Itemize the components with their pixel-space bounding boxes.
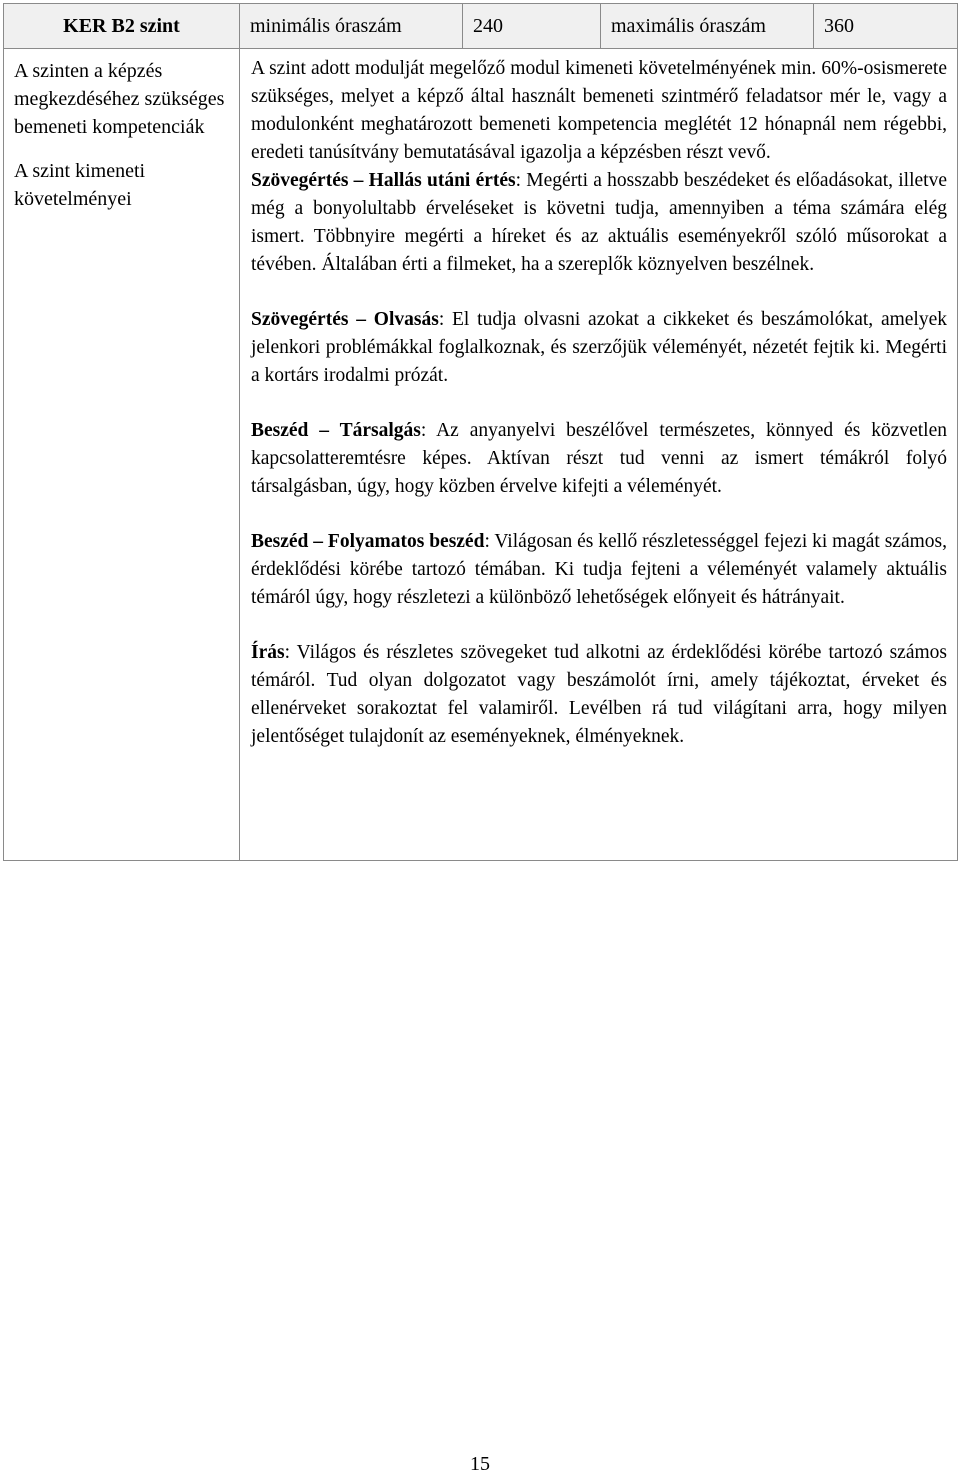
section-body: : El tudja olvasni azokat a cikkeket és beszámolókat, amelyek jelenkori problémákkal foglalkoznak, és szerzőjük véleményét, nézetét fejtik ki. Megérti a kortárs irodalmi prózát. [251,309,947,386]
entry-competencies-text: A szint adott modulját megelőző modul kimeneti követelményének min. 60%-osismerete szükséges, melyet a képző által használt bemeneti szintmérő feladatsor mér le, vagy a modulonként meghatározott bemeneti kompetencia meglétét 12 hónapnál nem régebbi, eredeti tanúsítvány bemutatásával igazolja a képzésben részt vevő. [251,58,947,163]
section-reading [251,306,947,390]
section-body: : Világos és részletes szövegeket tud alkotni az érdeklődési körébe tartozó számos témáról. Tud olyan dolgozatot vagy beszámolót írni, amely tájékoztat, érveket és ellenérveket sorakoztat fel valamiről. Levélben rá tud világítani arra, hogy milyen jelentőséget tulajdonít az eseményeknek, élményeknek. [251,642,947,747]
section-body: : Az anyanyelvi beszélővel természetes, könnyed és közvetlen kapcsolatteremtésre képes. Aktívan részt tud venni az ismert témákról folyó társalgásban, úgy, hogy közben érvelve kifejti a véleményét. [251,420,948,497]
entry-competencies-label: A szinten a képzés megkezdéséhez szükséges bemeneti kompetenciák [14,60,225,138]
section-conversation [251,417,947,501]
section-heading: Beszéd – Társalgás [251,420,421,441]
section-heading: Beszéd – Folyamatos beszéd [251,531,485,552]
section-heading: Szövegértés – Hallás utáni értés [251,170,516,191]
requirements-text-cell [240,49,958,861]
content-row [4,49,958,861]
output-requirements-label: A szint kimeneti követelményei [14,160,146,210]
section-writing [251,639,947,751]
min-hours-label: minimális óraszám [240,4,463,49]
section-body: : Világosan és kellő részletességgel fejezi ki magát számos, érdeklődési körébe tartozó témában. Ki tudja fejteni a véleményét valamely aktuális témáról úgy, hogy részletezi a különböző lehetőségek előnyeit és hátrányait. [251,531,947,608]
section-listening [251,167,947,279]
section-body: : Megérti a hosszabb beszédeket és előadásokat, illetve még a bonyolultabb érveléseket is követni tudja, amennyiben a téma számára elég ismert. Többnyire megérti a híreket és az aktuális eseményekről szóló műsorokat a tévében. Általában érti a filmeket, ha a szereplők köznyelven beszélnek. [251,170,947,275]
min-hours-value: 240 [463,4,601,49]
row-labels-cell [4,49,240,861]
level-title: KER B2 szint [4,4,240,49]
section-continuous-speech [251,528,947,612]
requirements-table [3,3,958,861]
max-hours-label: maximális óraszám [601,4,814,49]
header-row [4,4,958,49]
section-heading: Írás [251,642,285,663]
max-hours-value: 360 [814,4,958,49]
section-heading: Szövegértés – Olvasás [251,309,439,330]
page-number: 15 [470,1453,490,1475]
